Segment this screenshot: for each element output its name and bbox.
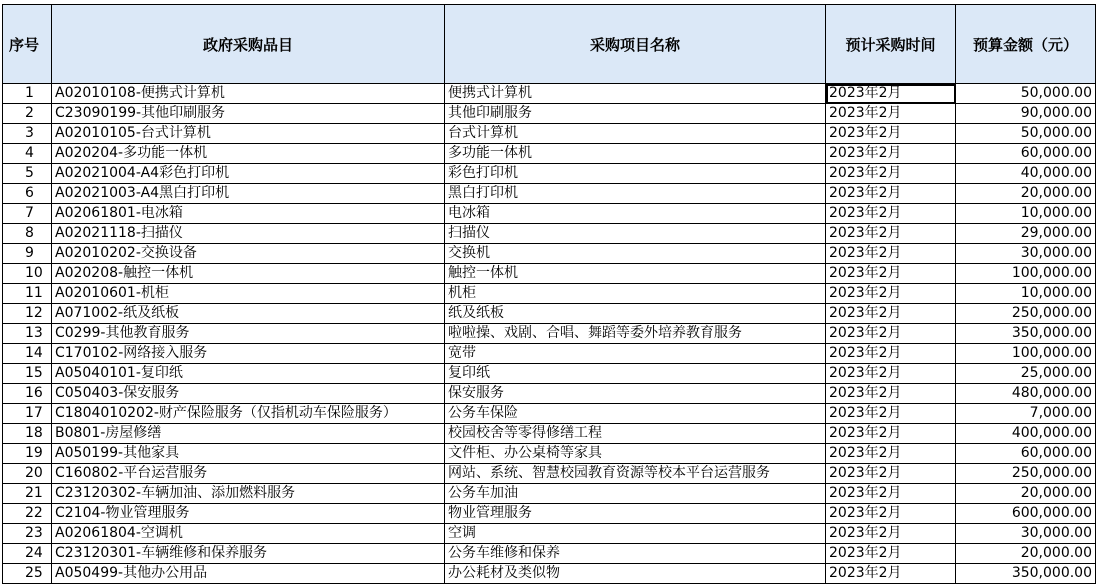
budget-amount-cell[interactable]: 600,000.00 [956, 504, 1096, 524]
procurement-time-cell[interactable]: 2023年2月 [826, 404, 956, 424]
project-name-cell[interactable]: 电冰箱 [445, 204, 826, 224]
category-cell[interactable]: A050499-其他办公用品 [52, 564, 445, 584]
procurement-time-cell[interactable]: 2023年2月 [826, 464, 956, 484]
row-number-cell[interactable]: 10 [3, 264, 52, 284]
project-name-cell[interactable]: 空调 [445, 524, 826, 544]
header-amount[interactable]: 预算金额（元） [956, 5, 1096, 84]
procurement-table [2, 4, 1096, 584]
row-number-cell[interactable]: 6 [3, 184, 52, 204]
project-name-cell[interactable]: 机柜 [445, 284, 826, 304]
project-name-cell[interactable]: 台式计算机 [445, 124, 826, 144]
budget-amount-cell[interactable]: 350,000.00 [956, 564, 1096, 584]
budget-amount-cell[interactable]: 50,000.00 [956, 84, 1096, 104]
row-number-cell[interactable]: 11 [3, 284, 52, 304]
project-name-cell[interactable]: 公务车加油 [445, 484, 826, 504]
table-row [3, 484, 1096, 504]
project-name-cell[interactable]: 物业管理服务 [445, 504, 826, 524]
budget-amount-cell[interactable]: 40,000.00 [956, 164, 1096, 184]
procurement-time-cell[interactable]: 2023年2月 [826, 244, 956, 264]
header-category[interactable]: 政府采购品目 [52, 5, 445, 84]
table-row [3, 324, 1096, 344]
procurement-time-cell[interactable]: 2023年2月 [826, 504, 956, 524]
project-name-cell[interactable]: 办公耗材及类似物 [445, 564, 826, 584]
project-name-cell[interactable]: 公务车保险 [445, 404, 826, 424]
procurement-time-cell[interactable]: 2023年2月 [826, 204, 956, 224]
category-cell[interactable]: A02061804-空调机 [52, 524, 445, 544]
category-cell[interactable]: C23090199-其他印刷服务 [52, 104, 445, 124]
header-time[interactable]: 预计采购时间 [826, 5, 956, 84]
procurement-time-cell[interactable]: 2023年2月 [826, 324, 956, 344]
budget-amount-cell[interactable]: 50,000.00 [956, 124, 1096, 144]
budget-amount-cell[interactable]: 30,000.00 [956, 244, 1096, 264]
category-cell[interactable]: B0801-房屋修缮 [52, 424, 445, 444]
row-number-cell[interactable]: 4 [3, 144, 52, 164]
table-row [3, 384, 1096, 404]
budget-amount-cell[interactable]: 90,000.00 [956, 104, 1096, 124]
category-cell[interactable]: C0299-其他教育服务 [52, 324, 445, 344]
row-number-cell[interactable]: 15 [3, 364, 52, 384]
budget-amount-cell[interactable]: 250,000.00 [956, 304, 1096, 324]
table-row [3, 424, 1096, 444]
budget-amount-cell[interactable]: 10,000.00 [956, 284, 1096, 304]
budget-amount-cell[interactable]: 7,000.00 [956, 404, 1096, 424]
row-number-cell[interactable]: 9 [3, 244, 52, 264]
project-name-cell[interactable]: 校园校舍等零得修缮工程 [445, 424, 826, 444]
project-name-cell[interactable]: 黑白打印机 [445, 184, 826, 204]
row-number-cell[interactable]: 16 [3, 384, 52, 404]
table-body [3, 84, 1096, 584]
table-row [3, 104, 1096, 124]
budget-amount-cell[interactable]: 29,000.00 [956, 224, 1096, 244]
table-row [3, 364, 1096, 384]
row-number-cell[interactable]: 7 [3, 204, 52, 224]
category-cell[interactable]: C170102-网络接入服务 [52, 344, 445, 364]
procurement-time-cell[interactable]: 2023年2月 [826, 104, 956, 124]
budget-amount-cell[interactable]: 20,000.00 [956, 544, 1096, 564]
project-name-cell[interactable]: 扫描仪 [445, 224, 826, 244]
budget-amount-cell[interactable]: 480,000.00 [956, 384, 1096, 404]
header-no[interactable]: 序号 [3, 5, 52, 84]
procurement-time-cell[interactable]: 2023年2月 [826, 264, 956, 284]
project-name-cell[interactable]: 啦啦操、戏剧、合唱、舞蹈等委外培养教育服务 [445, 324, 826, 344]
row-number-cell[interactable]: 14 [3, 344, 52, 364]
row-number-cell[interactable]: 17 [3, 404, 52, 424]
row-number-cell[interactable]: 1 [3, 84, 52, 104]
row-number-cell[interactable]: 20 [3, 464, 52, 484]
category-cell[interactable]: C160802-平台运营服务 [52, 464, 445, 484]
category-cell[interactable]: A05040101-复印纸 [52, 364, 445, 384]
table-row [3, 224, 1096, 244]
procurement-time-cell[interactable]: 2023年2月 [826, 164, 956, 184]
budget-amount-cell[interactable]: 400,000.00 [956, 424, 1096, 444]
project-name-cell[interactable]: 便携式计算机 [445, 84, 826, 104]
procurement-time-cell[interactable]: 2023年2月 [826, 544, 956, 564]
row-number-cell[interactable]: 24 [3, 544, 52, 564]
procurement-time-cell[interactable]: 2023年2月 [826, 564, 956, 584]
category-cell[interactable]: C1804010202-财产保险服务（仅指机动车保险服务） [52, 404, 445, 424]
row-number-cell[interactable]: 18 [3, 424, 52, 444]
table-row [3, 84, 1096, 104]
budget-amount-cell[interactable]: 20,000.00 [956, 484, 1096, 504]
category-cell[interactable]: A071002-纸及纸板 [52, 304, 445, 324]
table-row [3, 244, 1096, 264]
header-project[interactable]: 采购项目名称 [445, 5, 826, 84]
budget-amount-cell[interactable]: 20,000.00 [956, 184, 1096, 204]
table-row [3, 564, 1096, 584]
project-name-cell[interactable]: 保安服务 [445, 384, 826, 404]
procurement-time-cell[interactable]: 2023年2月 [826, 444, 956, 464]
budget-amount-cell[interactable]: 100,000.00 [956, 344, 1096, 364]
project-name-cell[interactable]: 网站、系统、智慧校园教育资源等校本平台运营服务 [445, 464, 826, 484]
table-row [3, 464, 1096, 484]
budget-amount-cell[interactable]: 350,000.00 [956, 324, 1096, 344]
category-cell[interactable]: A02010202-交换设备 [52, 244, 445, 264]
procurement-time-cell[interactable]: 2023年2月 [826, 284, 956, 304]
procurement-time-cell[interactable]: 2023年2月 [826, 424, 956, 444]
project-name-cell[interactable]: 宽带 [445, 344, 826, 364]
procurement-time-cell[interactable]: 2023年2月 [826, 364, 956, 384]
table-row [3, 124, 1096, 144]
project-name-cell[interactable]: 彩色打印机 [445, 164, 826, 184]
header-row [3, 5, 1096, 84]
procurement-time-cell[interactable]: 2023年2月 [826, 484, 956, 504]
row-number-cell[interactable]: 13 [3, 324, 52, 344]
table-row [3, 544, 1096, 564]
row-number-cell[interactable]: 3 [3, 124, 52, 144]
category-cell[interactable]: A020208-触控一体机 [52, 264, 445, 284]
row-number-cell[interactable]: 8 [3, 224, 52, 244]
procurement-time-cell[interactable]: 2023年2月 [826, 144, 956, 164]
category-cell[interactable]: A02061801-电冰箱 [52, 204, 445, 224]
category-cell[interactable]: A02010601-机柜 [52, 284, 445, 304]
category-cell[interactable]: A02010105-台式计算机 [52, 124, 445, 144]
category-cell[interactable]: A02021118-扫描仪 [52, 224, 445, 244]
project-name-cell[interactable]: 多功能一体机 [445, 144, 826, 164]
table-row [3, 184, 1096, 204]
table-row [3, 344, 1096, 364]
table-row [3, 144, 1096, 164]
project-name-cell[interactable]: 交换机 [445, 244, 826, 264]
row-number-cell[interactable]: 23 [3, 524, 52, 544]
category-cell[interactable]: A020204-多功能一体机 [52, 144, 445, 164]
budget-amount-cell[interactable]: 250,000.00 [956, 464, 1096, 484]
category-cell[interactable]: A050199-其他家具 [52, 444, 445, 464]
table-row [3, 204, 1096, 224]
project-name-cell[interactable]: 公务车维修和保养 [445, 544, 826, 564]
table-row [3, 404, 1096, 424]
procurement-time-cell[interactable]: 2023年2月 [826, 124, 956, 144]
procurement-time-cell[interactable]: 2023年2月 [826, 184, 956, 204]
category-cell[interactable]: C2104-物业管理服务 [52, 504, 445, 524]
row-number-cell[interactable]: 25 [3, 564, 52, 584]
row-number-cell[interactable]: 12 [3, 304, 52, 324]
budget-amount-cell[interactable]: 25,000.00 [956, 364, 1096, 384]
row-number-cell[interactable]: 22 [3, 504, 52, 524]
budget-amount-cell[interactable]: 60,000.00 [956, 144, 1096, 164]
category-cell[interactable]: A02021003-A4黑白打印机 [52, 184, 445, 204]
procurement-time-cell[interactable]: 2023年2月 [826, 84, 956, 104]
project-name-cell[interactable]: 文件柜、办公桌椅等家具 [445, 444, 826, 464]
project-name-cell[interactable]: 纸及纸板 [445, 304, 826, 324]
project-name-cell[interactable]: 触控一体机 [445, 264, 826, 284]
table-row [3, 304, 1096, 324]
table-row [3, 164, 1096, 184]
table-row [3, 444, 1096, 464]
procurement-time-cell[interactable]: 2023年2月 [826, 384, 956, 404]
project-name-cell[interactable]: 复印纸 [445, 364, 826, 384]
table-row [3, 504, 1096, 524]
procurement-time-cell[interactable]: 2023年2月 [826, 524, 956, 544]
table-row [3, 264, 1096, 284]
category-cell[interactable]: C23120301-车辆维修和保养服务 [52, 544, 445, 564]
category-cell[interactable]: C050403-保安服务 [52, 384, 445, 404]
table-row [3, 524, 1096, 544]
budget-amount-cell[interactable]: 100,000.00 [956, 264, 1096, 284]
procurement-time-cell[interactable]: 2023年2月 [826, 224, 956, 244]
row-number-cell[interactable]: 5 [3, 164, 52, 184]
budget-amount-cell[interactable]: 10,000.00 [956, 204, 1096, 224]
row-number-cell[interactable]: 19 [3, 444, 52, 464]
procurement-time-cell[interactable]: 2023年2月 [826, 304, 956, 324]
category-cell[interactable]: A02010108-便携式计算机 [52, 84, 445, 104]
budget-amount-cell[interactable]: 30,000.00 [956, 524, 1096, 544]
category-cell[interactable]: C23120302-车辆加油、添加燃料服务 [52, 484, 445, 504]
category-cell[interactable]: A02021004-A4彩色打印机 [52, 164, 445, 184]
row-number-cell[interactable]: 21 [3, 484, 52, 504]
project-name-cell[interactable]: 其他印刷服务 [445, 104, 826, 124]
row-number-cell[interactable]: 2 [3, 104, 52, 124]
budget-amount-cell[interactable]: 60,000.00 [956, 444, 1096, 464]
table-row [3, 284, 1096, 304]
procurement-time-cell[interactable]: 2023年2月 [826, 344, 956, 364]
